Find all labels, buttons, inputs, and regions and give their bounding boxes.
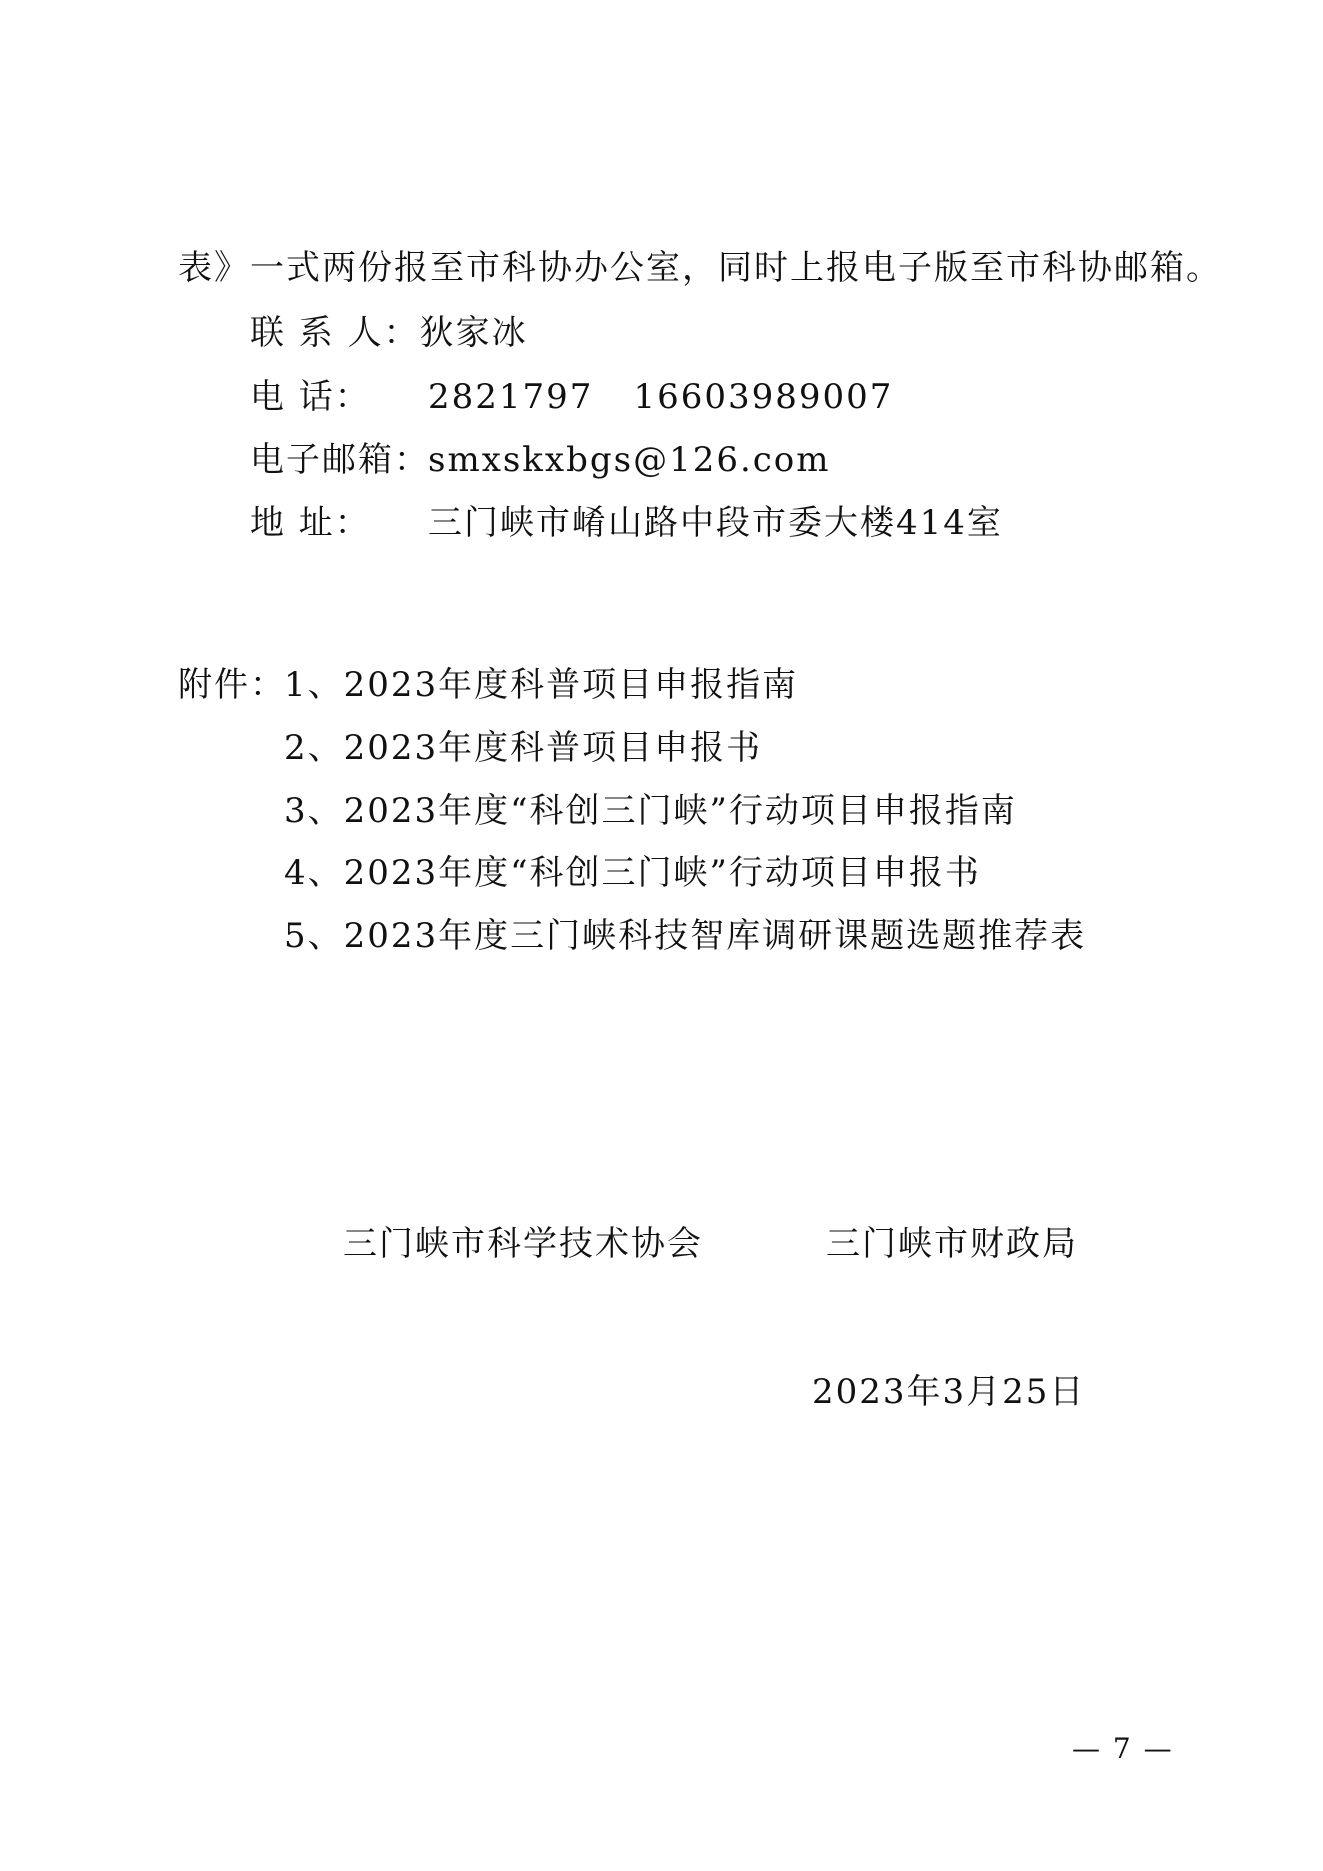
signature-org-2: 三门峡市财政局	[826, 1224, 1078, 1264]
signature-date: 2023年3月25日	[812, 1372, 1086, 1412]
attachment-item-3: 3、2023年度“科创三门峡”行动项目申报指南	[284, 791, 1017, 831]
contact-phone-value-2: 16603989007	[633, 377, 894, 417]
signature-org-1: 三门峡市科学技术协会	[343, 1224, 703, 1264]
contact-email-line	[250, 440, 831, 480]
contact-person-label: 联 系 人：	[250, 313, 420, 353]
contact-phone-label: 电 话：	[250, 377, 371, 417]
contact-email-label: 电子邮箱：	[250, 440, 430, 480]
contact-email-value: smxskxbgs@126.com	[428, 440, 831, 480]
attachments-label: 附件：	[178, 665, 286, 705]
contact-address-label: 地 址：	[250, 503, 371, 543]
contact-phone-value-1: 2821797	[428, 377, 594, 417]
attachment-item-2: 2、2023年度科普项目申报书	[284, 728, 763, 768]
attachments-first-line	[178, 665, 798, 705]
contact-address-value: 三门峡市崤山路中段市委大楼414室	[428, 503, 1003, 543]
contact-person-line	[250, 313, 528, 353]
attachment-item-4: 4、2023年度“科创三门峡”行动项目申报书	[284, 853, 981, 893]
page-number: — 7 —	[1072, 1732, 1174, 1765]
attachment-item-1: 1、2023年度科普项目申报指南	[284, 665, 799, 705]
body-continuation-line: 表》一式两份报至市科协办公室，同时上报电子版至市科协邮箱。	[178, 248, 1222, 288]
contact-phone-line	[250, 377, 893, 417]
attachment-item-5: 5、2023年度三门峡科技智库调研课题选题推荐表	[284, 916, 1087, 956]
contact-person-value: 狄家冰	[419, 313, 528, 353]
contact-address-line	[250, 503, 1003, 543]
